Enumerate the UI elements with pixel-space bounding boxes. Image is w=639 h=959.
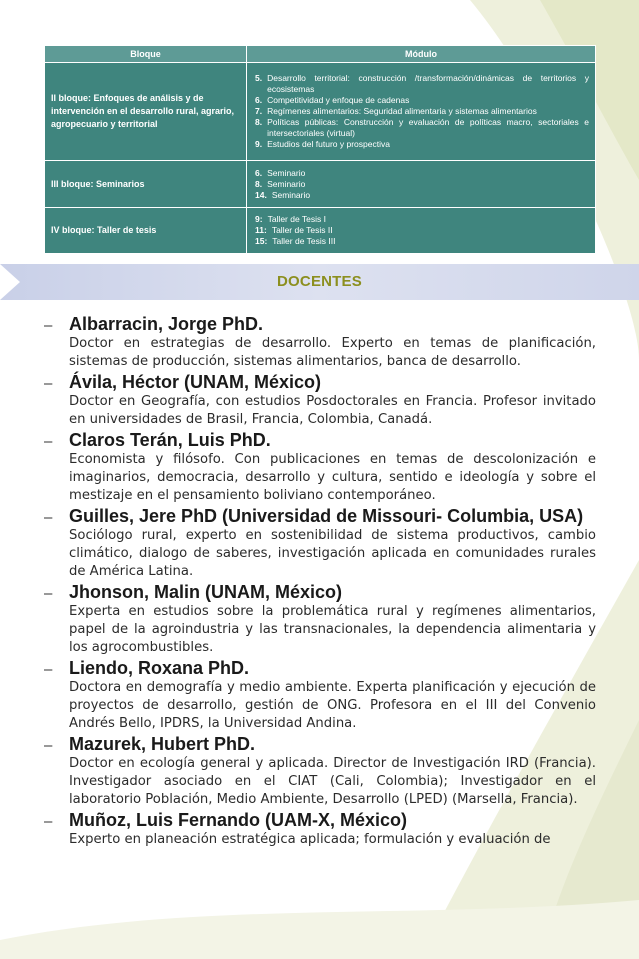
docente-description: Experto en planeación estratégica aplicada; formulación y evaluación de [69, 832, 551, 847]
list-dash: – [44, 813, 53, 830]
module-item [255, 214, 589, 225]
table-header-row [45, 46, 596, 63]
docente-description: Economista y filósofo. Con publicaciones en temas de descolonización e imaginarios, democracia, desarrollo y cultura, sentido e ideología y sobre el mestizaje en el pensamiento boliviano contemporáneo. [69, 452, 596, 503]
list-dash: – [44, 585, 53, 602]
modulo-cell [247, 63, 596, 161]
module-text: Taller de Tesis III [272, 236, 336, 246]
list-dash: – [44, 509, 53, 526]
module-item [255, 73, 589, 95]
list-item [44, 581, 596, 657]
bloque-cell: III bloque: Seminarios [45, 161, 247, 208]
module-number: 7. [255, 106, 263, 116]
module-item [255, 168, 589, 179]
module-item [255, 225, 589, 236]
docente-description: Doctor en estrategias de desarrollo. Experto en temas de planificación, sistemas de producción, sistemas alimentarios, banca de desarrollo. [69, 336, 596, 369]
module-number: 14. [255, 189, 267, 200]
module-text: Seminario [271, 189, 311, 200]
docente-description: Experta en estudios sobre la problemática rural y regímenes alimentarios, papel de la agroindustria y las transnacionales, la dependencia alimentaria y los agrocombustibles. [69, 604, 596, 655]
modulo-cell [247, 208, 596, 254]
list-item [44, 371, 596, 429]
module-text: Regímenes alimentarios: Seguridad alimentaria y sistemas alimentarios [267, 106, 537, 116]
docente-name: Albarracin, Jorge PhD. [69, 314, 264, 334]
module-number: 8. [255, 117, 263, 127]
module-item [255, 139, 589, 150]
module-text: Competitividad y enfoque de cadenas [267, 95, 410, 105]
docente-description: Doctora en demografía y medio ambiente. Experta planificación y ejecución de proyectos de desarrollo, gestión de ONG. Profesora en el III del Convenio Andrés Bello, IPDRS, la Universidad Andina. [69, 680, 596, 731]
module-item [255, 236, 589, 247]
docente-description: Doctor en Geografía, con estudios Posdoctorales en Francia. Profesor invitado en universidades de Brasil, Francia, Colombia, Canadá. [69, 394, 596, 427]
docente-description: Sociólogo rural, experto en sostenibilidad de sistema productivos, cambio climático, dialogo de saberes, investigación aplicada en comunidades rurales de América Latina. [69, 528, 596, 579]
module-text: Estudios del futuro y prospectiva [267, 139, 390, 149]
section-title: DOCENTES [277, 273, 362, 290]
table-row [45, 208, 596, 254]
module-number: 5. [255, 73, 263, 83]
module-number: 15: [255, 236, 268, 246]
module-number: 8. [255, 178, 263, 189]
list-item [44, 809, 596, 849]
column-header-modulo: Módulo [247, 46, 596, 63]
docente-description: Doctor en ecología general y aplicada. Director de Investigación IRD (Francia). Investigador asociado en el CIAT (Cali, Colombia); Investigador en el laboratorio Población, Medio Ambiente, Desarrollo (LPED) (Marsella, Francia). [69, 756, 596, 807]
bloque-cell: II bloque: Enfoques de análisis y de intervención en el desarrollo rural, agrario, agropecuario y territorial [45, 63, 247, 161]
list-dash: – [44, 375, 53, 392]
list-item [44, 657, 596, 733]
module-item [255, 179, 589, 190]
module-text: Taller de Tesis II [271, 225, 333, 235]
module-item [255, 95, 589, 106]
docente-name: Guilles, Jere PhD (Universidad de Missouri- Columbia, USA) [69, 506, 584, 526]
table-row [45, 161, 596, 208]
curriculum-table [44, 45, 596, 254]
bloque-cell: IV bloque: Taller de tesis [45, 208, 247, 254]
module-item [255, 117, 589, 139]
module-item [255, 190, 589, 201]
module-text: Seminario [267, 167, 306, 178]
docente-name: Claros Terán, Luis PhD. [69, 430, 271, 450]
module-text: Seminario [267, 178, 306, 189]
docente-name: Jhonson, Malin (UNAM, México) [69, 582, 343, 602]
docente-name: Liendo, Roxana PhD. [69, 658, 250, 678]
docente-name: Ávila, Héctor (UNAM, México) [69, 372, 322, 392]
module-text: Taller de Tesis I [267, 214, 326, 224]
modulo-cell [247, 161, 596, 208]
list-dash: – [44, 433, 53, 450]
module-number: 9: [255, 214, 263, 224]
table-row [45, 63, 596, 161]
module-text: Políticas públicas: Construcción y evaluación de políticas macro, sectoriales e intersectoriales (virtual) [267, 117, 589, 138]
docente-name: Mazurek, Hubert PhD. [69, 734, 256, 754]
module-item [255, 106, 589, 117]
list-dash: – [44, 737, 53, 754]
module-number: 11: [255, 225, 267, 235]
list-item [44, 733, 596, 809]
list-item [44, 313, 596, 371]
list-item [44, 429, 596, 505]
column-header-bloque: Bloque [45, 46, 247, 63]
module-number: 6. [255, 95, 263, 105]
module-number: 9. [255, 139, 263, 149]
module-text: Desarrollo territorial: construcción /transformación/dinámicas de territorios y ecosistemas [267, 73, 589, 94]
docente-name: Muñoz, Luis Fernando (UAM-X, México) [69, 810, 407, 830]
module-number: 6. [255, 167, 263, 178]
list-dash: – [44, 317, 53, 334]
list-item [44, 505, 596, 581]
list-dash: – [44, 661, 53, 678]
docentes-list [44, 313, 596, 849]
